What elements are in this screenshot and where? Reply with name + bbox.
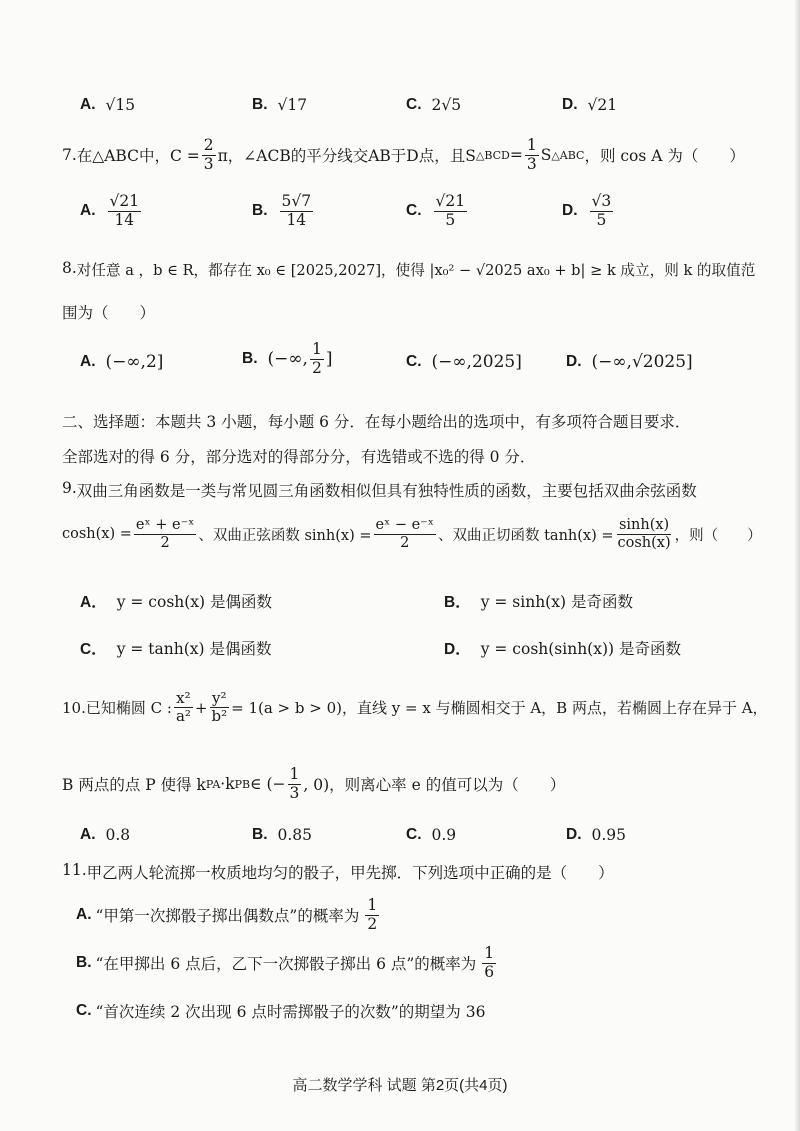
q8-option-d[interactable] bbox=[566, 352, 693, 372]
q7-stem bbox=[62, 137, 745, 174]
option-label: B. bbox=[76, 954, 92, 972]
frac-numerator: eˣ + e⁻ˣ bbox=[135, 517, 195, 533]
q10-option-b[interactable] bbox=[252, 826, 312, 844]
q9-stem-line1 bbox=[62, 479, 697, 501]
option-label: B. bbox=[252, 202, 268, 220]
option-label: D. bbox=[566, 826, 582, 843]
frac-denominator: 3 bbox=[289, 783, 300, 802]
cosh-lhs: cosh(x) = bbox=[62, 526, 132, 543]
q9-text-line1: 双曲三角函数是一类与常见圆三角函数相似但具有独特性质的函数，主要包括双曲余弦函数 bbox=[76, 482, 697, 500]
option-label: A. bbox=[80, 202, 96, 220]
option-value: √21 bbox=[587, 96, 618, 114]
option-value: 0.9 bbox=[431, 826, 457, 844]
option-label: C. bbox=[406, 96, 422, 113]
q10-stem-line1 bbox=[62, 690, 768, 726]
q8-option-c[interactable] bbox=[406, 352, 522, 372]
q7-sub-bcd: △BCD bbox=[475, 148, 510, 162]
sinh-fraction bbox=[374, 517, 436, 551]
frac-numerator: sinh(x) bbox=[618, 517, 670, 533]
q6-option-c[interactable] bbox=[406, 96, 461, 114]
q9-stem-line2 bbox=[62, 517, 762, 551]
q7-number: 7. bbox=[62, 146, 77, 165]
q10-option-a[interactable] bbox=[80, 826, 130, 844]
q10-post: = 1(a > b > 0)，直线 y = x 与椭圆相交于 A，B 两点，若椭圆上存在异于 A， bbox=[231, 699, 768, 718]
option-value: “在甲掷出 6 点后，乙下一次掷骰子掷出 6 点”的概率为 bbox=[95, 955, 477, 974]
q11-option-b[interactable] bbox=[76, 945, 498, 982]
frac-numerator: √21 bbox=[435, 192, 466, 210]
option-label: D. bbox=[562, 202, 578, 220]
option-label: B. bbox=[242, 350, 258, 368]
q11-option-a[interactable] bbox=[76, 897, 381, 934]
frac-denominator: cosh(x) bbox=[617, 534, 671, 551]
q8-option-b[interactable] bbox=[242, 341, 332, 378]
frac-denominator: 3 bbox=[203, 154, 214, 173]
option-fraction bbox=[310, 341, 324, 378]
option-value: 0.95 bbox=[591, 826, 627, 844]
q8-number: 8. bbox=[62, 259, 77, 277]
frac-denominator: 5 bbox=[596, 210, 607, 229]
q10-option-d[interactable] bbox=[566, 826, 626, 844]
option-label: C. bbox=[406, 202, 422, 220]
q7-frac-s bbox=[525, 137, 539, 174]
q10-sub-pa: PA bbox=[205, 777, 221, 791]
option-fraction bbox=[590, 193, 614, 230]
tanh-fraction bbox=[616, 517, 673, 551]
frac-numerator: 1 bbox=[289, 765, 300, 783]
q7-option-d[interactable] bbox=[562, 193, 615, 230]
q7-option-c[interactable] bbox=[406, 193, 469, 230]
q9-option-d[interactable] bbox=[444, 637, 681, 659]
q8-stem-line2: 围为（ ） bbox=[62, 304, 156, 322]
option-fraction bbox=[280, 193, 314, 230]
q7-text-c: = bbox=[509, 146, 523, 165]
q7-text-b: π，∠ACB的平分线交AB于D点，且S bbox=[217, 147, 476, 166]
q10-frac-third bbox=[288, 766, 302, 803]
option-value: y = sinh(x) 是奇函数 bbox=[480, 593, 633, 611]
frac-numerator: √3 bbox=[591, 192, 612, 210]
q9-option-b[interactable] bbox=[444, 590, 633, 612]
frac-numerator: 1 bbox=[526, 136, 537, 154]
option-label: A. bbox=[80, 353, 96, 370]
q10-frac-y bbox=[209, 690, 229, 726]
q7-option-b[interactable] bbox=[252, 193, 315, 230]
cosh-fraction bbox=[134, 517, 196, 551]
q8-stem-line1 bbox=[62, 259, 755, 280]
option-label: C. bbox=[76, 1002, 92, 1019]
frac-numerator: eˣ − e⁻ˣ bbox=[375, 517, 434, 533]
option-label: A． bbox=[80, 594, 107, 611]
q6-option-a[interactable] bbox=[80, 96, 135, 114]
frac-denominator: 6 bbox=[484, 962, 495, 981]
frac-denominator: a² bbox=[175, 707, 191, 726]
frac-numerator: 5√7 bbox=[281, 192, 312, 210]
q9-option-c[interactable] bbox=[80, 637, 272, 659]
frac-numerator: 1 bbox=[484, 944, 495, 962]
q7-option-a[interactable] bbox=[80, 193, 143, 230]
q9-option-a[interactable] bbox=[80, 590, 272, 612]
q7-text-a: 在△ABC中，C = bbox=[76, 147, 200, 166]
page-edge-shadow bbox=[794, 0, 800, 1131]
option-value: √17 bbox=[277, 96, 308, 114]
option-label: A. bbox=[76, 906, 92, 924]
section2-line2: 全部选对的得 6 分，部分选对的得部分分，有选错或不选的得 0 分． bbox=[62, 448, 536, 466]
option-label: B. bbox=[252, 96, 268, 113]
q10-line2-a: B 两点的点 P 使得 k bbox=[62, 776, 206, 795]
q10-dot: ·k bbox=[220, 775, 235, 794]
option-fraction bbox=[482, 945, 496, 982]
option-value: y = cosh(sinh(x)) 是奇函数 bbox=[480, 640, 681, 658]
q10-line2-b: ∈ (− bbox=[250, 775, 286, 794]
option-label: C． bbox=[80, 641, 107, 658]
q11-option-c[interactable] bbox=[76, 1000, 485, 1022]
q10-stem-line2 bbox=[62, 766, 565, 803]
section2-line1: 二、选择题：本题共 3 小题，每小题 6 分．在每小题给出的选项中，有多项符合题目要求． bbox=[62, 413, 691, 431]
q6-option-b[interactable] bbox=[252, 96, 307, 114]
frac-denominator: 14 bbox=[114, 210, 135, 229]
q10-option-c[interactable] bbox=[406, 826, 456, 844]
q8-text-line1: 对任意 a ，b ∈ R，都存在 x₀ ∈ [2025,2027]，使得 |x₀² − √2025 ax₀ + b| ≥ k 成立，则 k 的取值范 bbox=[76, 262, 756, 279]
q11-text: 甲乙两人轮流掷一枚质地均匀的骰子，甲先掷．下列选项中正确的是（ ） bbox=[86, 864, 614, 882]
option-value-part: ] bbox=[325, 349, 333, 370]
option-value: y = cosh(x) 是偶函数 bbox=[116, 593, 273, 611]
option-label: A. bbox=[80, 96, 96, 113]
option-value-part: (−∞, bbox=[267, 349, 308, 370]
option-value: √15 bbox=[105, 96, 136, 114]
frac-numerator: 2 bbox=[203, 136, 214, 154]
option-fraction bbox=[365, 897, 379, 934]
option-value: 0.85 bbox=[277, 826, 313, 844]
q8-option-a[interactable] bbox=[80, 352, 163, 372]
frac-denominator: 3 bbox=[526, 154, 537, 173]
option-label: A. bbox=[80, 826, 96, 843]
option-label: C. bbox=[406, 826, 422, 843]
option-value: (−∞,√2025] bbox=[591, 352, 693, 372]
frac-denominator: 2 bbox=[311, 358, 322, 377]
option-value: (−∞,2] bbox=[105, 352, 164, 372]
q11-stem bbox=[62, 861, 614, 883]
frac-numerator: √21 bbox=[109, 192, 140, 210]
option-label: D． bbox=[444, 641, 471, 658]
q9-number: 9. bbox=[62, 479, 77, 497]
q11-number: 11. bbox=[62, 861, 87, 879]
frac-numerator: y² bbox=[212, 689, 227, 707]
option-label: D. bbox=[566, 353, 582, 370]
frac-denominator: b² bbox=[211, 707, 228, 726]
q7-text-d: S bbox=[540, 146, 552, 165]
q10-number: 10. bbox=[62, 698, 86, 717]
frac-numerator: x² bbox=[176, 689, 191, 707]
q10-frac-x bbox=[174, 690, 193, 726]
frac-denominator: 5 bbox=[445, 210, 456, 229]
option-fraction bbox=[108, 193, 142, 230]
q10-plus: + bbox=[194, 698, 208, 717]
option-label: D. bbox=[562, 96, 578, 113]
option-value: 0.8 bbox=[105, 826, 131, 844]
q7-frac-c bbox=[202, 137, 216, 174]
frac-denominator: 2 bbox=[160, 534, 170, 551]
frac-numerator: 1 bbox=[367, 896, 378, 914]
option-label: B． bbox=[444, 594, 471, 611]
option-value: “首次连续 2 次出现 6 点时需掷骰子的次数”的期望为 36 bbox=[95, 1003, 486, 1021]
option-label: B. bbox=[252, 826, 268, 843]
option-value: “甲第一次掷骰子掷出偶数点”的概率为 bbox=[95, 907, 360, 926]
frac-denominator: 2 bbox=[367, 914, 378, 933]
q7-sub-abc: △ABC bbox=[551, 148, 585, 162]
q10-sub-pb: PB bbox=[234, 777, 251, 791]
q6-option-d[interactable] bbox=[562, 96, 617, 114]
q9-tail: ，则（ ） bbox=[674, 527, 762, 544]
option-value: y = tanh(x) 是偶函数 bbox=[116, 640, 272, 658]
frac-numerator: 1 bbox=[311, 340, 322, 358]
frac-denominator: 2 bbox=[400, 534, 410, 551]
frac-denominator: 14 bbox=[286, 210, 307, 229]
option-label: C. bbox=[406, 353, 422, 370]
option-value bbox=[268, 341, 333, 378]
option-value: 2√5 bbox=[431, 96, 462, 114]
option-value: (−∞,2025] bbox=[431, 352, 522, 372]
q10-pre: 已知椭圆 C : bbox=[85, 699, 172, 718]
q10-line2-c: , 0)，则离心率 e 的值可以为（ ） bbox=[303, 776, 566, 795]
q7-text-e: ，则 cos A 为（ ） bbox=[584, 147, 745, 166]
q9-mid2: 、双曲正切函数 tanh(x) = bbox=[437, 527, 614, 544]
q9-mid1: 、双曲正弦函数 sinh(x) = bbox=[198, 527, 372, 544]
page-footer: 高二数学学科 试题 第2页(共4页) bbox=[292, 1077, 508, 1094]
option-fraction bbox=[434, 193, 468, 230]
